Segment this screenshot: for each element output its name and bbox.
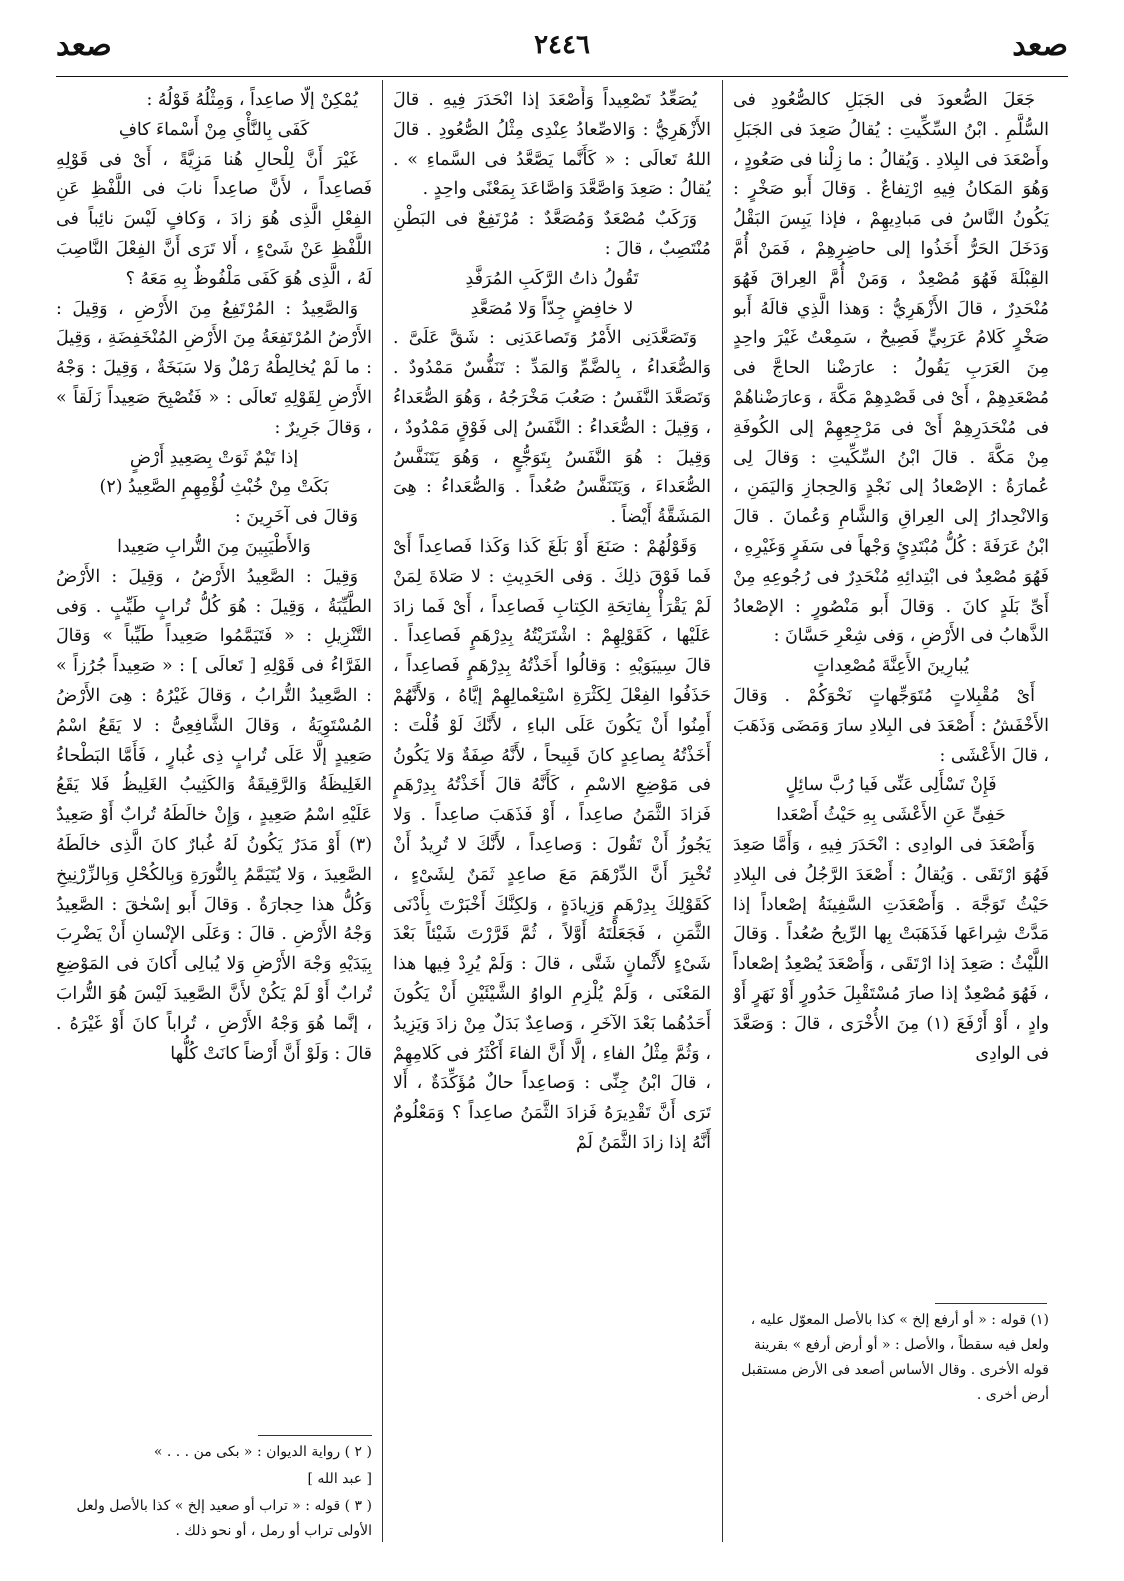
paragraph: وَتَصَعَّدَنِى الأَمْرُ وَتَصاعَدَنِى : شَقَّ عَلَىَّ . وَالصُّعَداءُ ، بِالضَّمِّ وَالمَدِّ : تَنَفُّسٌ مَمْدُودٌ . وَتَصَعَّدَ النَّفَسُ : صَعُبَ مَخْرَجُهُ ، وَهُوَ الصُّعَداءُ ، وَقِيلَ : الصُّعَداءُ : النَّفَسُ إلى فَوْقٍ مَمْدُودٌ ، وَقِيلَ : هُوَ النَّفَسُ بِتَوَجُّعٍ ، وَهُوَ يَتَنَفَّسُ الصُّعَداءَ ، وَيَتَنَفَّسُ صُعُداً . وَالصُّعَداءُ : هِىَ المَشَقَّةُ أَيْضاً . (393, 328, 711, 528)
verse-line: إذا تَيْمٌ ثَوَتْ بِصَعِيدِ أَرْضٍ (129, 447, 299, 468)
paragraph: يُصَعِّدُ تَصْعِيداً وَأَصْعَدَ إذا انْحَدَرَ فِيهِ . قالَ الأَزْهَرِيُّ : وَالاصِّعادُ عِنْدِى مِثْلُ الصُّعُودِ . قالَ اللهُ تَعالَى : « كَأَنَّما يَصَّعَّدُ فى السَّماءِ » . يُقالُ : صَعِدَ وَاصَّعَّدَ وَاصَّاعَدَ بِمَعْنًى واحِدٍ . (393, 90, 711, 200)
footnotes-left (56, 1440, 372, 1546)
footnote: (١) قوله : « أو أرفع إلخ » كذا بالأصل المعوّل عليه ، ولعل فيه سقطاً ، والأصل : « أو أرض أرفع » بقرينة قوله الأخرى . وقال الأساس أصعد فى الأرض مستقبل أرض أخرى . (741, 1312, 1049, 1403)
text-column-middle (393, 86, 711, 1546)
paragraph: وَقِيلَ : الصَّعِيدُ الأَرْضُ ، وَقِيلَ : الأَرْضُ الطَّيِّبَةُ ، وَقِيلَ : هُوَ كُلُّ تُرابٍ طَيِّبٍ . وَفى التَّنْزِيلِ : « فَتَيَمَّمُوا صَعِيداً طَيِّباً » وَقالَ الفَرَّاءُ فى قَوْلِهِ [ تَعالَى ] : « صَعِيداً جُرُزاً » : الصَّعِيدُ التُّرابُ ، وَقالَ غَيْرُهُ : هِىَ الأَرْضُ المُسْتَوِيَةُ ، وَقالَ الشَّافِعِىُّ : لا يَقَعُ اسْمُ صَعِيدٍ إلَّا عَلَى تُرابٍ ذِى غُبارٍ ، فَأَمَّا البَطْحاءُ الغَلِيظَةُ وَالرَّقِيقَةُ وَالكَثِيبُ الغَلِيظُ فَلا يَقَعُ عَلَيْهِ اسْمُ صَعِيدٍ ، وَإِنْ خالَطَهُ تُرابٌ أَوْ صَعِيدٌ (٣) أَوْ مَدَرٌ يَكُونُ لَهُ غُبارٌ كانَ الَّذِى خالَطَهُ الصَّعِيدَ ، وَلا يُتَيَمَّمُ بِالنُّورَةِ وَبِالكُحْلِ وَبِالزِّرْنِيخِ وَكُلُّ هذا حِجارَةٌ . وَقالَ أَبو إسْحٰقَ : الصَّعِيدُ وَجْهُ الأَرْضِ . قالَ : وَعَلَى الإنْسانِ أَنْ يَضْرِبَ بِيَدَيْهِ وَجْهَ الأَرْضِ وَلا يُبالِى أَكانَ فى المَوْضِعِ تُرابٌ أَوْ لَمْ يَكُنْ لأَنَّ الصَّعِيدَ لَيْسَ هُوَ التُّرابَ ، إنَّما هُوَ وَجْهُ الأَرْضِ ، تُراباً كانَ أَوْ غَيْرَهُ . قالَ : وَلَوْ أَنَّ أَرْضاً كانَتْ كُلُّها (56, 566, 372, 1064)
header-root-word-left: صعد (56, 28, 112, 63)
footnote-rule (935, 1303, 1047, 1304)
column-divider (382, 80, 383, 1542)
header-root-word-right: صعد (1012, 28, 1068, 63)
verse-line: بَكَتْ مِنْ خُبْثِ لُؤْمِهِمِ الصَّعِيدُ (٢) (99, 477, 329, 498)
paragraph: وَرَكَبٌ مُصْعَدٌ وَمُصَعَّدٌ : مُرْتَفِعٌ فى البَطْنِ مُنْتَصِبٌ ، قالَ : (393, 209, 711, 259)
verse-line: وَالأَطْيَبِينَ مِنَ التُّرابِ صَعِيدا (117, 536, 311, 557)
paragraph: أَىْ مُقْبِلاتٍ مُتَوَجِّهاتٍ نَحْوَكُمْ . وَقالَ الأَخْفَشُ : أَصْعَدَ فى البِلادِ سارَ وَمَضَى وَذَهَبَ ، قالَ الأَعْشَى : (733, 685, 1049, 766)
paragraph: وَالصَّعِيدُ : المُرْتَفِعُ مِنَ الأَرْضِ ، وَقِيلَ : الأَرْضُ المُرْتَفِعَةُ مِنَ الأَرْضِ المُنْخَفِضَةِ ، وَقِيلَ : ما لَمْ يُخالِطْهُ رَمْلٌ وَلا سَبَخَةٌ ، وَقِيلَ : وَجْهُ الأَرْضِ لِقَوْلِهِ تَعالَى : « فَتُصْبِحَ صَعِيداً زَلَقاً » ، وَقالَ جَرِيرٌ : (56, 298, 372, 438)
verse-line: لا خافِضٍ جِدّاً وَلا مُصَعَّدِ (470, 298, 634, 319)
paragraph: وَقَوْلُهُمْ : صَنَعَ أَوْ بَلَغَ كَذا وَكَذا فَصاعِداً أَىْ فَما فَوْقَ ذلِكَ . وَفى الحَدِيثِ : لا صَلاةَ لِمَنْ لَمْ يَقْرَأْ بِفاتِحَةِ الكِتابِ فَصاعِداً ، أَىْ فَما زادَ عَلَيْها ، كَقَوْلِهِمْ : اشْتَرَيْتُهُ بِدِرْهَمٍ فَصاعِداً . قالَ سِيبَوَيْهِ : وَقالُوا أَخَذْتُهُ بِدِرْهَمٍ فَصاعِداً ، حَذَفُوا الفِعْلَ لِكَثْرَةِ اسْتِعْمالِهِمْ إيَّاهُ ، وَلأَنَّهُمْ أَمِنُوا أَنْ يَكُونَ عَلَى الباءِ ، لأَنَّكَ لَوْ قُلْتَ : أَخَذْتُهُ بِصاعِدٍ كانَ قَبِيحاً ، لأَنَّهُ صِفَةٌ وَلا يَكُونُ فى مَوْضِعِ الاسْمِ ، كَأَنَّهُ قالَ أَخَذْتُهُ بِدِرْهَمٍ فَزادَ الثَّمَنُ صاعِداً ، أَوْ فَذَهَبَ صاعِداً . وَلا يَجُوزُ أَنْ تَقُولَ : وَصاعِداً ، لأَنَّكَ لا تُرِيدُ أَنْ تُخْبِرَ أَنَّ الدِّرْهَمَ مَعَ صاعِدٍ ثَمَنٌ لِشَىْءٍ ، كَقَوْلِكَ بِدِرْهَمٍ وَزِيادَةٍ ، وَلكِنَّكَ أَخْبَرْتَ بِأَدْنَى الثَّمَنِ ، فَجَعَلْتَهُ أَوَّلاً ، ثُمَّ قَرَّرْتَ شَيْئاً بَعْدَ شَىْءٍ لأَثْمانٍ شَتَّى ، قالَ : وَلَمْ يُرِدْ فِيها هذا المَعْنَى ، وَلَمْ يُلْزِمِ الواوُ الشَّيْئَيْنِ أَنْ يَكُونَ أَحَدُهُما بَعْدَ الآخَرِ ، وَصاعِدٌ بَدَلٌ مِنْ زادَ وَيَزِيدُ ، وَثُمَّ مِثْلُ الفاءِ ، إلَّا أَنَّ الفاءَ أَكْثَرُ فى كَلامِهِمْ ، قالَ ابْنُ جِنِّى : وَصاعِداً حالٌ مُؤَكِّدَةٌ ، أَلا تَرَى أَنَّ تَقْدِيرَهُ فَزادَ الثَّمَنُ صاعِداً ؟ وَمَعْلُومٌ أَنَّهُ إذا زادَ الثَّمَنُ لَمْ (393, 536, 711, 1153)
text-column-left (56, 86, 372, 1546)
paragraph: جَعَلَ الصُّعودَ فى الجَبَلِ كالصُّعُودِ فى السُّلَّمِ . ابْنُ السِّكِّيتِ : يُقالُ صَعِدَ فى الجَبَلِ وأَصْعَدَ فى البِلادِ . وَيُقالُ : ما زِلْنا فى صَعُودٍ ، وَهُوَ المَكانُ فِيهِ ارْتِفاعٌ . وَقالَ أَبو صَخْرٍ : يَكُونُ النَّاسُ فى مَبادِيهِمْ ، فإذا يَبِسَ البَقْلُ وَدَخَلَ الحَرُّ أَخَذُوا إلى حاضِرِهِمْ ، فَمَنْ أُمَّ القِبْلَةَ فَهُوَ مُصْعِدٌ ، وَمَنْ أُمَّ العِراقَ فَهُوَ مُنْحَدِرٌ ، قالَ الأَزْهَرِيُّ : وَهذا الَّذِي قالَهُ أَبو صَخْرٍ كَلامُ عَرَبِيٍّ فَصِيحٌ ، سَمِعْتُ غَيْرَ واحِدٍ مِنَ العَرَبِ يَقُولُ : عارَضْنا الحاجَّ فى مُصْعَدِهِمْ ، أَىْ فى قَصْدِهِمْ مَكَّةَ ، وَعارَضْناهُمْ فى مُنْحَدَرِهِمْ أَىْ فى مَرْجِعِهِمْ إلى الكُوفَةِ مِنْ مَكَّةَ . قالَ ابْنُ السِّكِّيتِ : وَقالَ لِى عُمارَةُ : الإصْعادُ إلى نَجْدٍ وَالحِجازِ وَاليَمَنِ ، وَالانْحِدارُ إلى العِراقِ وَالشَّامِ وَعُمانَ . قالَ ابْنُ عَرَفَةَ : كُلُّ مُبْتَدِئٍ وَجْهاً فى سَفَرٍ وَغَيْرِهِ ، فَهُوَ مُصْعِدٌ فى ابْتِدائِهِ مُنْحَدِرٌ فى رُجُوعِهِ مِنْ أَىِّ بَلَدٍ كانَ . وَقالَ أَبو مَنْصُورٍ : الإصْعادُ الذَّهابُ فى الأَرْضِ ، وَفى شِعْرِ حَسَّانَ : (733, 90, 1049, 647)
verse-line: يُبارِينَ الأَعِنَّةَ مُصْعِداتٍ (813, 656, 969, 677)
paragraph: يُمْكِنْ إلَّا صاعِداً ، وَمِثْلُهُ قَوْلُهُ : (146, 90, 358, 110)
paragraph: وَأَصْعَدَ فى الوادِى : انْحَدَرَ فِيهِ ، وَأَمَّا صَعِدَ فَهُوَ ارْتَقَى . وَيُقالُ : أَصْعَدَ الرَّجُلُ فى البِلادِ حَيْثُ تَوَجَّهَ . وَأَصْعَدَتِ السَّفِينَةُ إصْعاداً إذا مَدَّتْ شِراعَها فَذَهَبَتْ بِها الرِّيحُ صُعُداً . وَقالَ اللَّيْثُ : صَعِدَ إذا ارْتَقَى ، وَأَصْعَدَ يُصْعِدُ إصْعاداً ، فَهُوَ مُصْعِدٌ إذا صارَ مُسْتَقْبِلَ حَدُورٍ أَوْ نَهَرٍ أَوْ وادٍ ، أَوْ أَرْفَعَ (١) مِنَ الأُخْرَى ، قالَ : وَصَعَّدَ فى الوادِى (733, 834, 1049, 1064)
verse-line: فَإِنْ تَسْأَلِى عَنِّى فَيا رُبَّ سائِلٍ (785, 775, 997, 796)
header-rule (56, 76, 1068, 77)
footnote: [ عبد الله ] (307, 1471, 372, 1487)
footnote-rule (258, 1435, 372, 1436)
footnote: ( ٣ ) قوله : « تراب أو صعيد إلخ » كذا بالأصل ولعل الأولى تراب أو رمل ، أو نحو ذلك . (76, 1498, 372, 1539)
verse-line: تَقُولُ ذاتُ الرَّكَبِ المُرَفَّدِ (465, 268, 639, 289)
verse-line: كَفَى بِالنَّأْىِ مِنْ أَسْماءَ كافِ (118, 119, 310, 140)
column-divider (722, 80, 723, 1542)
paragraph: غَيْرَ أَنَّ لِلْحالِ هُنا مَزِيَّةً ، أَىْ فى قَوْلِهِ فَصاعِداً ، لأَنَّ صاعِداً نابَ فى اللَّفْظِ عَنِ الفِعْلِ الَّذِى هُوَ زادَ ، وَكافٍ لَيْسَ نائِباً فى اللَّفْظِ عَنْ شَىْءٍ ، أَلا تَرَى أَنَّ الفِعْلَ النَّاصِبَ لَهُ ، الَّذِى هُوَ كَفَى مَلْفُوظٌ بِهِ مَعَهُ ؟ (56, 149, 372, 289)
footnote: ( ٢ ) رواية الديوان : « بكى من . . . » (153, 1444, 372, 1460)
paragraph: وَقالَ فى آخَرِينَ : (234, 507, 358, 528)
footnotes-right (733, 1308, 1049, 1410)
page-header (56, 28, 1068, 72)
verse-line: حَفِىٍّ عَنِ الأَعْشَى بِهِ حَيْثُ أَصْعَدا (776, 805, 1006, 826)
page-number: ٢٤٤٦ (534, 30, 590, 60)
